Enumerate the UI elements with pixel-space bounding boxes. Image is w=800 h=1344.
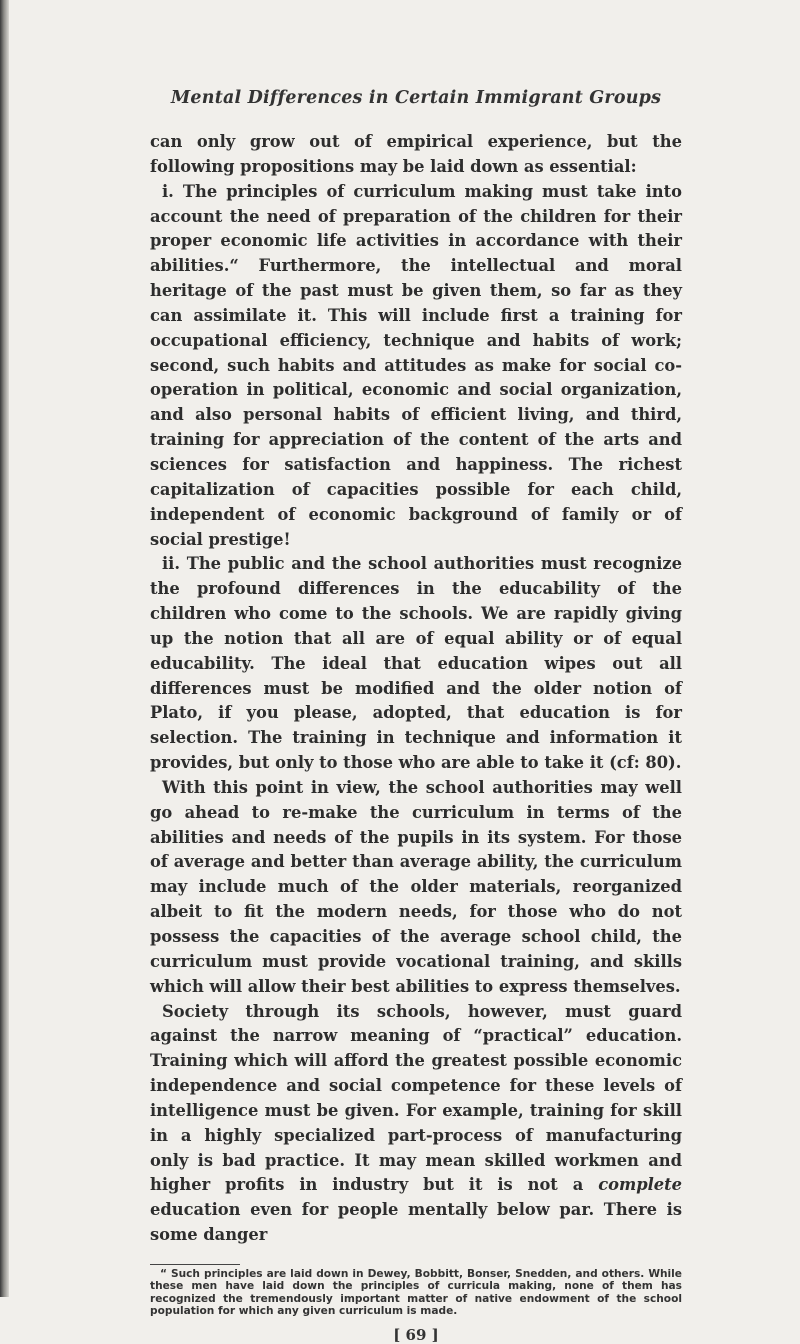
page bbox=[150, 88, 682, 1344]
footnote-text: “ Such principles are laid down in Dewey, Bobbitt, Bonser, Snedden, and others. While these men have laid down the principles of curricula making, none of them has recognized the tremendously important matter of native endowment of the school population for which any given curriculum is made. bbox=[150, 1267, 682, 1318]
paragraph-proposition-ii: ii. The public and the school authorities must recognize the profound differences in the educability of the children who come to the schools. We are rapidly giving up the notion that all are of equal ability or of equal educability. The ideal that education wipes out all differences must be modified and the older notion of Plato, if you please, adopted, that education is for selection. The training in technique and information it provides, but only to those who are able to take it (cf: 80). bbox=[150, 554, 682, 773]
page-number: [ 69 ] bbox=[393, 1325, 439, 1344]
paragraph-proposition-i: i. The principles of curriculum making must take into account the need of preparation of the children for their proper economic life activities in accordance with their abilities.“ Furthermore, the intellectual and moral heritage of the past must be given them, so far as they can assimilate it. This will include first a training for occupational efficiency, technique and habits of work; second, such habits and attitudes as make for social co-operation in political, economic and social organization, and also personal habits of efficient living, and third, training for appreciation of the content of the arts and sciences for satisfaction and happiness. The richest capitalization of capacities possible for each child, independent of economic background of family or of social prestige! bbox=[150, 181, 682, 549]
paragraph-curriculum: With this point in view, the school authorities may well go ahead to re-make the curriculum in terms of the abilities and needs of the pupils in its system. For those of average and better than average ability, the curriculum may include much of the older materials, reorganized albeit to fit the modern needs, for those who do not possess the capacities of the average school child, the curriculum must provide vocational training, and skills which will allow their best abilities to express themselves. bbox=[150, 777, 682, 996]
paragraph-practical-education bbox=[150, 1000, 682, 1248]
footnote bbox=[150, 1268, 682, 1318]
emphasis-complete: complete bbox=[598, 1175, 682, 1195]
paragraph-continuation: can only grow out of empirical experience, but the following propositions may be laid down as essential: bbox=[150, 132, 682, 176]
body-text bbox=[150, 130, 682, 1248]
paragraph-text-start: Society through its schools, however, must guard against the narrow meaning of “practical” education. Training which will afford the greatest possible economic independence and social competence for these levels of intelligence must be given. For example, training for skill in a highly specialized part-process of manufacturing only is bad practice. It may mean skilled workmen and higher profits in industry but it is not a bbox=[150, 1001, 682, 1195]
footnote-rule bbox=[150, 1264, 240, 1265]
paragraph-text-end: education even for people mentally below par. There is some danger bbox=[150, 1200, 682, 1245]
running-head: Mental Differences in Certain Immigrant Groups bbox=[170, 88, 662, 108]
book-spine-shadow bbox=[0, 0, 9, 1297]
